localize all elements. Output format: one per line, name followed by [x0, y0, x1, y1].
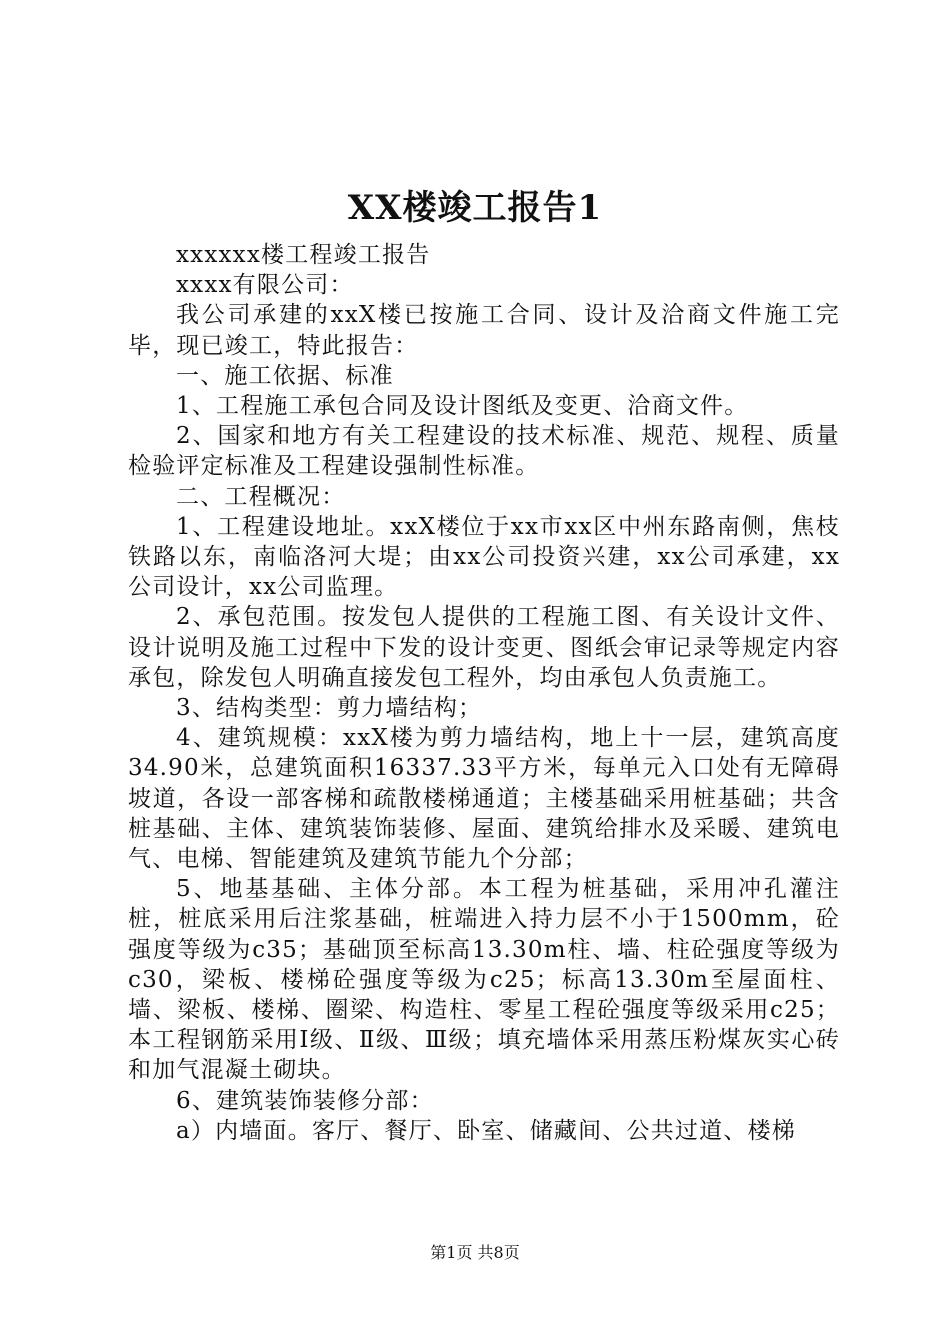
paragraph-basis-1: 1、工程施工承包合同及设计图纸及变更、洽商文件。 [176, 393, 749, 420]
paragraph-overview-decoration: 6、建筑装饰装修分部： [176, 1087, 434, 1114]
document-title: XX楼竣工报告1 [347, 188, 603, 228]
paragraph-intro: 我公司承建的xxX楼已按施工合同、设计及洽商文件施工完毕，现已竣工，特此报告： [128, 302, 840, 359]
heading-project-overview: 二、工程概况： [176, 483, 346, 510]
paragraph-overview-foundation: 5、地基基础、主体分部。本工程为桩基础，采用冲孔灌注桩，桩底采用后注浆基础，桩端进入持力层不小于1500mm，砼强度等级为c35；基础顶至标高13.30m柱、墙、柱砼强度等级为c30，梁板、楼梯砼强度等级为c25；标高13.30m至屋面柱、墙、梁板、楼梯、圈梁、构造柱、零星工程砼强度等级采用c25；本工程钢筋采用Ⅰ级、Ⅱ级、Ⅲ级；填充墙体采用蒸压粉煤灰实心砖和加气混凝土砌块。 [128, 876, 840, 1084]
page-footer: 第1页 共8页 [430, 1243, 520, 1262]
paragraph-overview-location: 1、工程建设地址。xxX楼位于xx市xx区中州东路南侧，焦枝铁路以东，南临洛河大堤；由xx公司投资兴建，xx公司承建，xx公司设计，xx公司监理。 [128, 513, 840, 601]
paragraph-project-name: xxxxxx楼工程竣工报告 [176, 242, 431, 268]
paragraph-interior-walls: a）内墙面。客厅、餐厅、卧室、储藏间、公共过道、楼梯 [176, 1117, 796, 1144]
paragraph-addressee: xxxx有限公司： [176, 272, 354, 299]
heading-construction-basis: 一、施工依据、标准 [176, 362, 394, 389]
paragraph-overview-scale: 4、建筑规模：xxX楼为剪力墙结构，地上十一层，建筑高度34.90米，总建筑面积16337.33平方米，每单元入口处有无障碍坡道，各设一部客梯和疏散楼梯通道；主楼基础采用桩基础；共含桩基础、主体、建筑装饰装修、屋面、建筑给排水及采暖、建筑电气、电梯、智能建筑及建筑节能九个分部； [128, 725, 840, 873]
document-body [128, 240, 840, 1146]
paragraph-overview-scope: 2、承包范围。按发包人提供的工程施工图、有关设计文件、设计说明及施工过程中下发的设计变更、图纸会审记录等规定内容承包，除发包人明确直接发包工程外，均由承包人负责施工。 [128, 604, 840, 691]
paragraph-overview-structure: 3、结构类型：剪力墙结构； [176, 695, 483, 722]
paragraph-basis-2: 2、国家和地方有关工程建设的技术标准、规范、规程、质量检验评定标准及工程建设强制性标准。 [128, 423, 840, 480]
